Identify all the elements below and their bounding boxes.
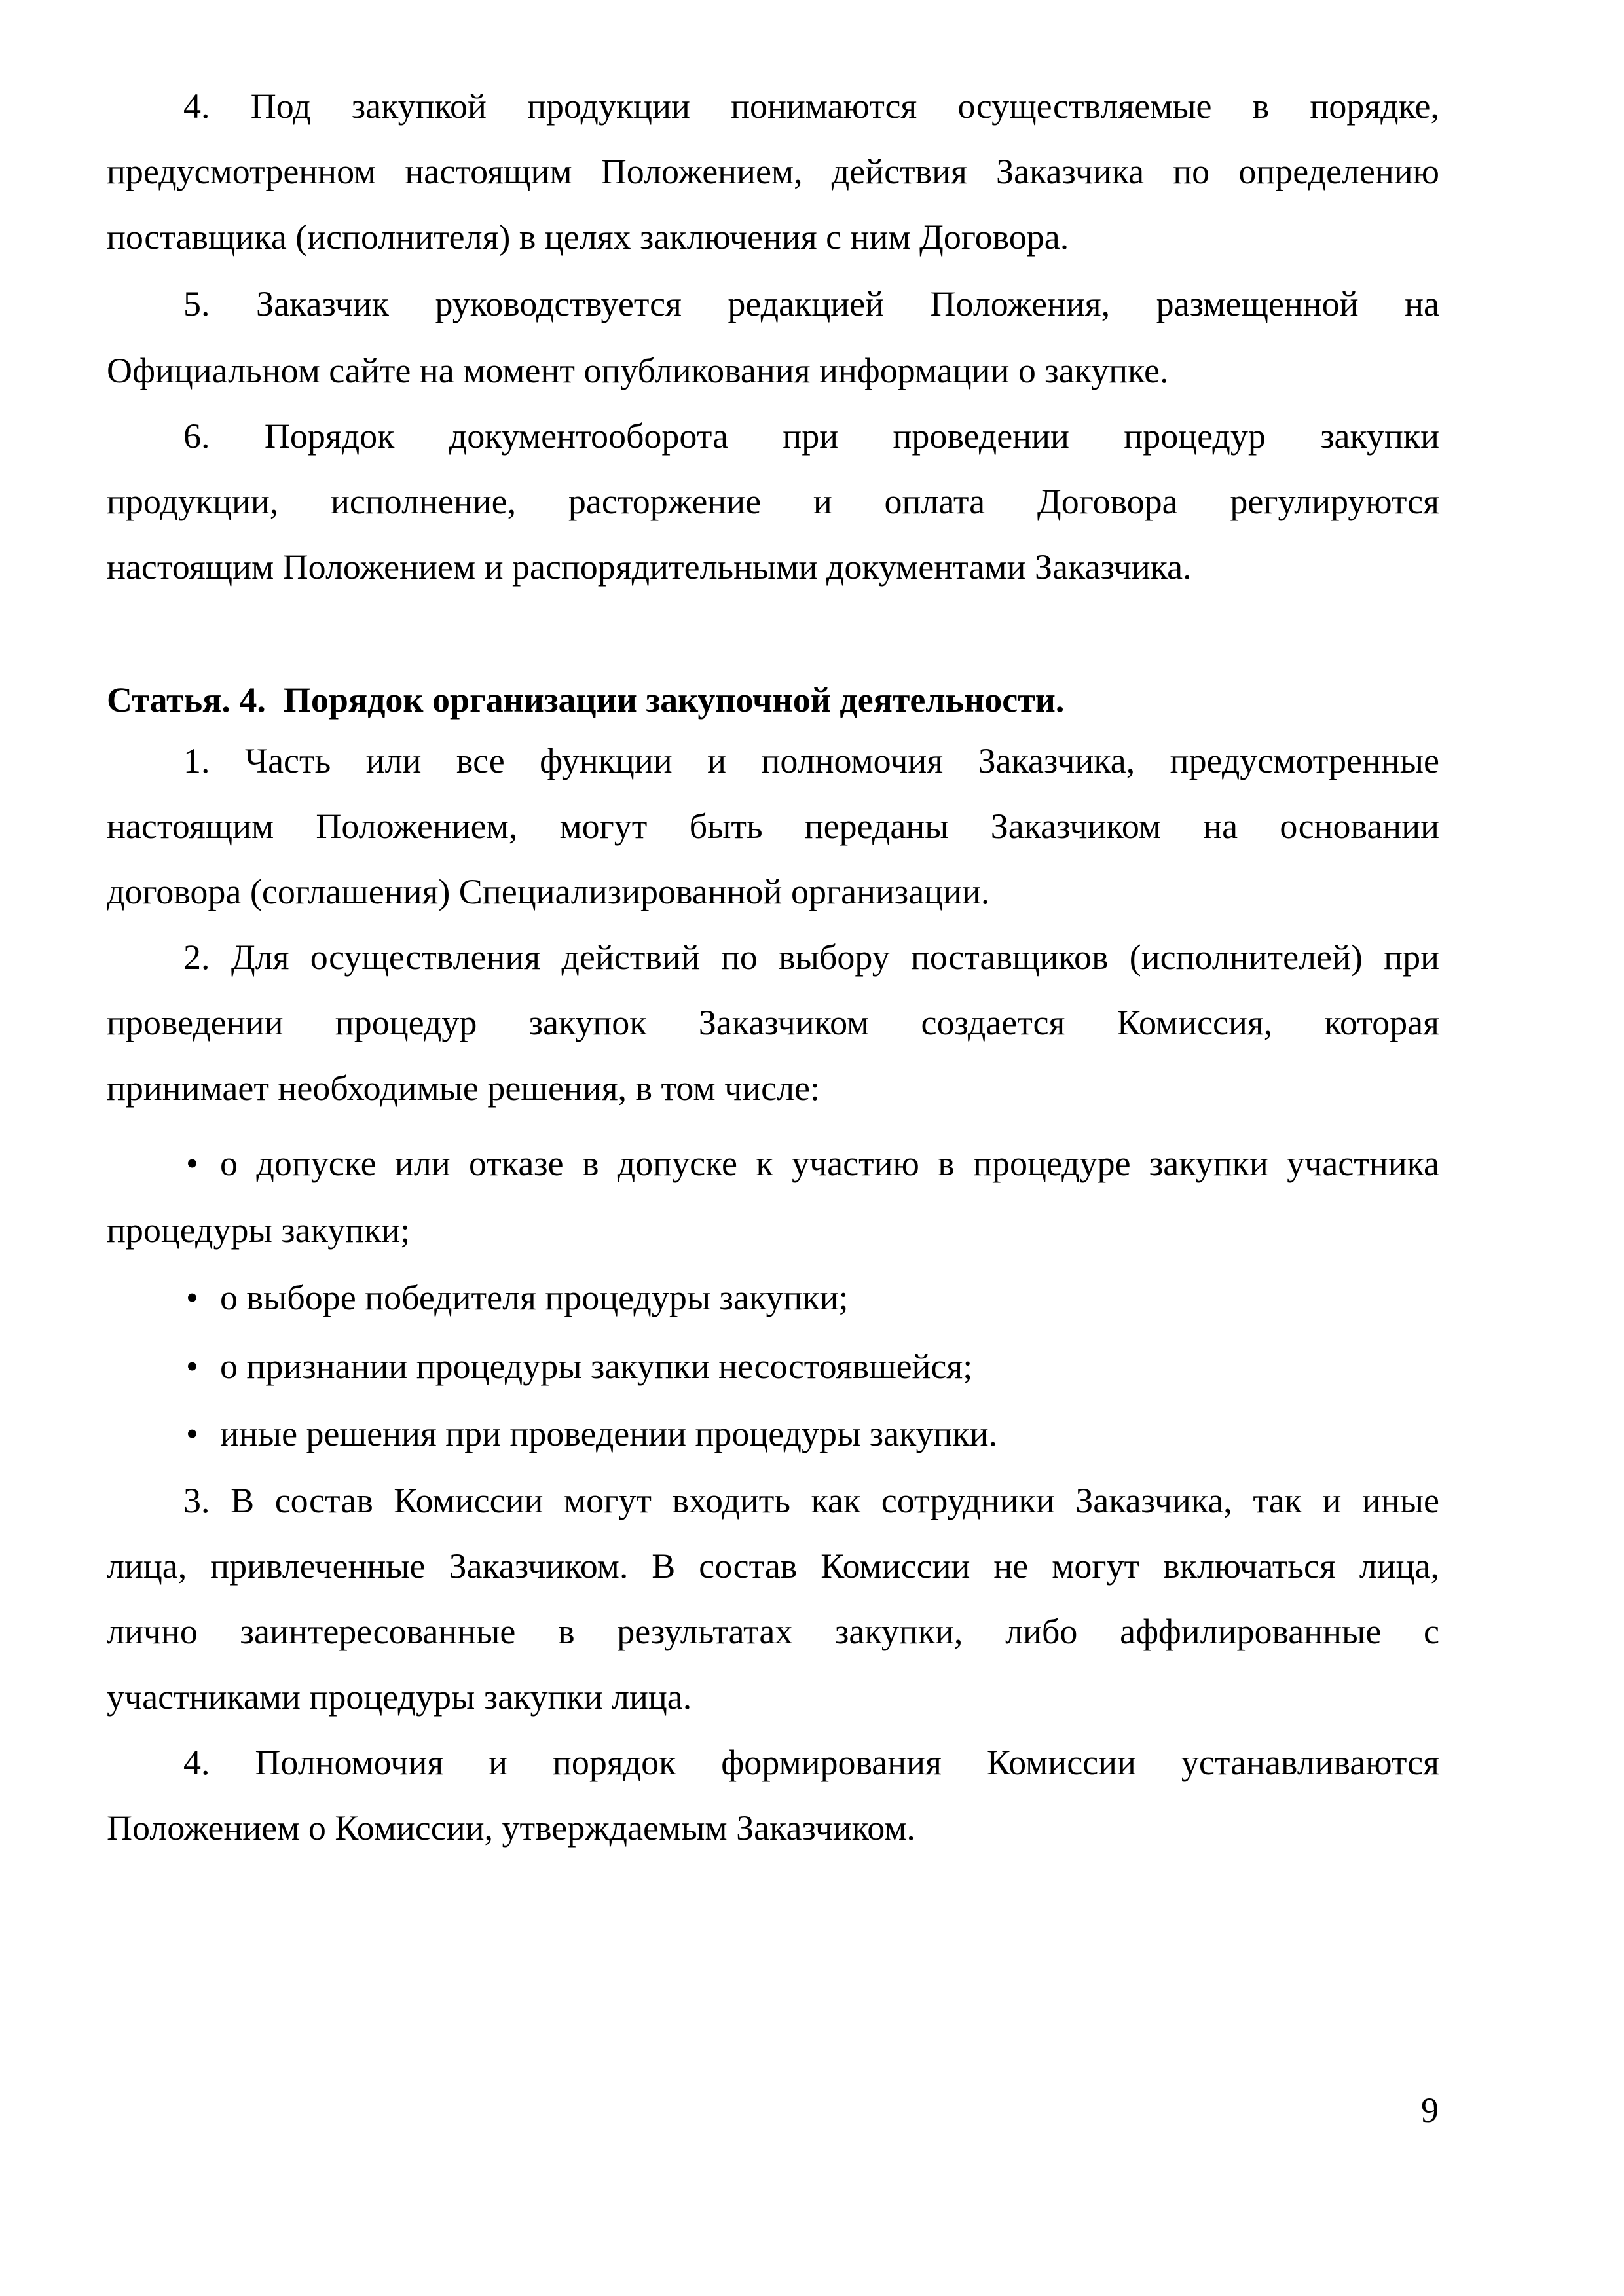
article-paragraph-1-line-3: договора (соглашения) Специализированной организации. xyxy=(107,872,990,911)
bullet-item-1-line-1: о допуске или отказе в допуске к участию в процедуре закупки участника xyxy=(220,1144,1439,1183)
bullet-dot-icon: • xyxy=(186,1278,198,1317)
paragraph-5-line-2: Официальном сайте на момент опубликования информации о закупке. xyxy=(107,351,1169,390)
article-paragraph-3-line-2: лица, привлеченные Заказчиком. В состав Комиссии не могут включаться лица, xyxy=(107,1546,1439,1586)
bullet-dot-icon: • xyxy=(186,1414,198,1453)
article-paragraph-4-line-1: 4. Полномочия и порядок формирования Комиссии устанавливаются xyxy=(183,1743,1439,1782)
paragraph-6-line-1: 6. Порядок документооборота при проведении процедур закупки xyxy=(183,416,1439,456)
paragraph-6-line-2: продукции, исполнение, расторжение и оплата Договора регулируются xyxy=(107,482,1439,521)
article-paragraph-2-line-3: принимает необходимые решения, в том числе: xyxy=(107,1068,821,1108)
article-paragraph-2-line-1: 2. Для осуществления действий по выбору поставщиков (исполнителей) при xyxy=(183,938,1439,977)
bullet-item-4: иные решения при проведении процедуры закупки. xyxy=(220,1414,998,1453)
article-paragraph-4-line-2: Положением о Комиссии, утверждаемым Заказчиком. xyxy=(107,1808,915,1848)
bullet-item-1-line-2: процедуры закупки; xyxy=(107,1211,411,1250)
article-paragraph-3-line-1: 3. В состав Комиссии могут входить как сотрудники Заказчика, так и иные xyxy=(183,1481,1439,1520)
paragraph-6-line-3: настоящим Положением и распорядительными документами Заказчика. xyxy=(107,547,1192,587)
article-paragraph-1-line-1: 1. Часть или все функции и полномочия Заказчика, предусмотренные xyxy=(183,741,1439,780)
paragraph-4-line-1: 4. Под закупкой продукции понимаются осуществляемые в порядке, xyxy=(183,86,1439,126)
article-paragraph-1-line-2: настоящим Положением, могут быть переданы Заказчиком на основании xyxy=(107,807,1439,846)
bullet-dot-icon: • xyxy=(186,1144,198,1183)
article-paragraph-3-line-4: участниками процедуры закупки лица. xyxy=(107,1677,692,1717)
page-number: 9 xyxy=(1421,2090,1439,2130)
article-heading: Статья. 4. Порядок организации закупочной деятельности. xyxy=(107,680,1065,720)
article-paragraph-2-line-2: проведении процедур закупок Заказчиком создается Комиссия, которая xyxy=(107,1003,1439,1042)
bullet-dot-icon: • xyxy=(186,1347,198,1386)
article-paragraph-3-line-3: лично заинтересованные в результатах закупки, либо аффилированные с xyxy=(107,1612,1439,1651)
bullet-item-3: о признании процедуры закупки несостоявшейся; xyxy=(220,1347,973,1386)
paragraph-4-line-2: предусмотренном настоящим Положением, действия Заказчика по определению xyxy=(107,152,1439,191)
bullet-item-2: о выборе победителя процедуры закупки; xyxy=(220,1278,849,1317)
paragraph-5-line-1: 5. Заказчик руководствуется редакцией Положения, размещенной на xyxy=(183,284,1439,323)
paragraph-4-line-3: поставщика (исполнителя) в целях заключения с ним Договора. xyxy=(107,217,1069,257)
